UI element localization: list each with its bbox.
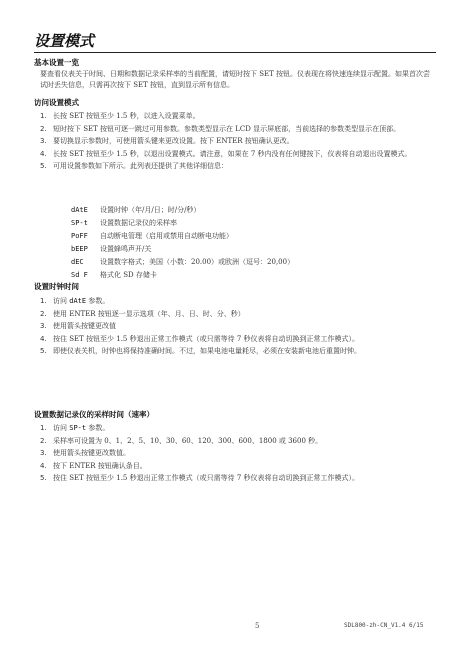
parameter-code: Sd F: [71, 271, 88, 279]
list-item: 3. 要切换显示参数时，可使用箭头键来更改设置。按下 ENTER 按钮确认更改。: [40, 137, 294, 146]
list-item: 5. 即使仪表关机，时钟也将保持准确时间。不过，如果电池电量耗尽，必须在安装新电池后重置时钟。: [40, 347, 361, 356]
parameter-row: [71, 217, 411, 230]
title-rule: [34, 52, 436, 53]
list-item: 5. 按住 SET 按钮至少 1.5 秒退出正常工作模式（或只需等待 7 秒仪表将自动切换到正常工作模式）。: [40, 474, 360, 483]
parameter-code: dEC: [71, 258, 84, 266]
parameter-code: bEEP: [71, 245, 88, 253]
parameter-table: [71, 204, 411, 282]
list-item: 4. 按下 ENTER 按钮确认条目。: [40, 461, 147, 470]
rate-list: [40, 423, 436, 486]
list-item: 1. 访问 SP-t 参数。: [40, 424, 110, 432]
list-item: 4. 按住 SET 按钮至少 1.5 秒退出正常工作模式（或只需等待 7 秒仪表将自动切换到正常工作模式）。: [40, 334, 360, 343]
list-item: 3. 使用箭头按键更改值: [40, 322, 116, 331]
basic-paragraph: 要查看仪表关于时间、日期和数据记录采样率的当前配置，请短时按下 SET 按钮。仪表现在将快速连续显示配置。如果首次尝试时丢失信息，只需再次按下 SET 按钮，直到显示所有信息。: [40, 70, 431, 89]
list-item: 5. 可用设置参数如下所示。此列表还提供了其他详细信息：: [40, 162, 228, 171]
clock-heading: 设置时钟时间: [34, 282, 79, 291]
list-item: 2. 短时按下 SET 按钮可逐一跳过可用参数。参数类型显示在 LCD 显示屏底部，当前选择的参数类型显示在顶部。: [40, 124, 401, 133]
parameter-code: PoFF: [71, 232, 88, 240]
parameter-row: [71, 204, 411, 217]
list-item: 2. 使用 ENTER 按钮逐一显示选项（年、月、日、时、分、秒）: [40, 309, 245, 318]
list-item: 4. 长按 SET 按钮至少 1.5 秒，以退出设置模式。请注意，如果在 7 秒内没有任何键按下，仪表将自动退出设置模式。: [40, 149, 412, 158]
parameter-desc: 格式化 SD 存储卡: [100, 271, 157, 279]
list-item: 3. 使用箭头按键更改数值。: [40, 449, 130, 458]
rate-heading: 设置数据记录仪的采样时间（速率）: [34, 410, 154, 419]
document-id: SDL800-zh-CN_V1.4 6/15: [344, 622, 424, 629]
parameter-desc: 设置数据记录仪的采样率: [100, 219, 177, 227]
list-item: 1. 长按 SET 按钮至少 1.5 秒，以进入设置菜单。: [40, 112, 200, 120]
parameter-row: [71, 243, 411, 256]
page-title: 设置模式: [34, 32, 95, 50]
parameter-code: dAtE: [71, 206, 88, 214]
list-item: 2. 采样率可设置为 0、1、2、5、10、30、60、120、300、600、1800 或 3600 秒。: [40, 436, 323, 445]
access-heading: 访问设置模式: [34, 98, 79, 107]
list-item: 1. 访问 dAtE 参数。: [40, 297, 110, 305]
access-list: [40, 111, 436, 174]
parameter-code: SP-t: [71, 219, 88, 227]
parameter-row: [71, 230, 411, 243]
parameter-desc: 设置时钟（年/月/日；时/分/秒）: [100, 206, 201, 214]
parameter-desc: 自动断电管理（启用或禁用自动断电功能）: [100, 232, 233, 240]
basic-heading: 基本设置一览: [34, 58, 79, 67]
clock-list: [40, 296, 436, 359]
parameter-desc: 设置蜂鸣声开/关: [100, 245, 152, 253]
parameter-row: [71, 269, 411, 282]
page-number: 5: [255, 622, 260, 630]
parameter-row: [71, 256, 411, 269]
parameter-desc: 设置数字格式；美国（小数：20.00）或欧洲（逗号：20,00）: [100, 258, 295, 266]
